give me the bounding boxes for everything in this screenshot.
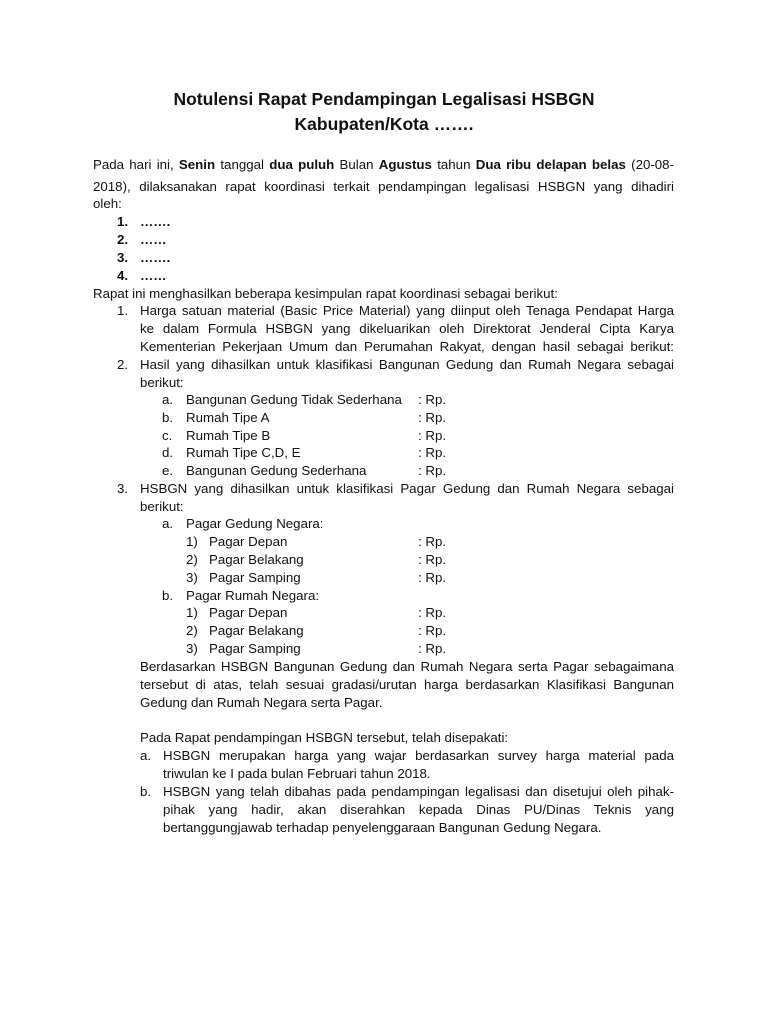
sub-item-label: Pagar Samping [209, 570, 301, 585]
sub-item-number: 3) [186, 641, 198, 656]
item-letter: d. [162, 445, 174, 460]
item-label: Rumah Tipe B [186, 428, 271, 443]
item-letter: c. [162, 428, 173, 443]
sub-item-value: : Rp. [418, 570, 447, 585]
point-2-number: 2. [117, 357, 129, 372]
attendee-number: 1. [117, 214, 129, 229]
item-letter: a. [162, 392, 174, 407]
sub-item-value: : Rp. [418, 605, 447, 620]
item-letter: b. [162, 410, 174, 425]
agreement-b-line: HSBGN yang telah dibahas pada pendampingan legalisasi dan disetujui oleh pihak- [163, 784, 674, 799]
attendee-number: 2. [117, 232, 129, 247]
document-title-line-1: Notulensi Rapat Pendampingan Legalisasi HSBGN [173, 89, 595, 109]
item-value: : Rp. [418, 392, 447, 407]
item-value: : Rp. [418, 445, 447, 460]
attendee-name: ……. [140, 214, 171, 229]
agreement-b-letter: b. [140, 784, 152, 799]
group-b-label: Pagar Rumah Negara: [186, 588, 320, 603]
sub-item-label: Pagar Belakang [209, 623, 304, 638]
sub-item-label: Pagar Depan [209, 605, 288, 620]
point-3-line: berikut: [140, 499, 184, 514]
attendee-name: …… [140, 268, 167, 283]
agreement-b-line: bertanggungjawab terhadap penyelenggaraan Bangunan Gedung Negara. [163, 820, 602, 835]
item-label: Bangunan Gedung Tidak Sederhana [186, 392, 402, 407]
conclusion-intro: Rapat ini menghasilkan beberapa kesimpulan rapat koordinasi sebagai berikut: [93, 286, 558, 301]
group-b-letter: b. [162, 588, 174, 603]
agreement-a-letter: a. [140, 748, 152, 763]
sub-item-value: : Rp. [418, 623, 447, 638]
agreement-intro: Pada Rapat pendampingan HSBGN tersebut, telah disepakati: [140, 730, 509, 745]
sub-item-label: Pagar Depan [209, 534, 288, 549]
sub-item-number: 2) [186, 623, 198, 638]
point-1-line: ke dalam Formula HSBGN yang dikeluarikan oleh Direktorat Jenderal Cipta Karya [140, 321, 674, 336]
sub-item-value: : Rp. [418, 534, 447, 549]
item-value: : Rp. [418, 463, 447, 478]
sub-item-number: 2) [186, 552, 198, 567]
sub-item-number: 1) [186, 534, 198, 549]
summary-line: Berdasarkan HSBGN Bangunan Gedung dan Rumah Negara serta Pagar sebagaimana [140, 659, 674, 674]
point-3-line: HSBGN yang dihasilkan untuk klasifikasi Pagar Gedung dan Rumah Negara sebagai [140, 481, 674, 496]
attendee-number: 3. [117, 250, 129, 265]
item-letter: e. [162, 463, 174, 478]
sub-item-value: : Rp. [418, 552, 447, 567]
sub-item-number: 1) [186, 605, 198, 620]
attendee-name: …… [140, 232, 167, 247]
point-1-line: Kementerian Pekerjaan Umum dan Perumahan Rakyat, dengan hasil sebagai berikut: [140, 339, 674, 354]
summary-line: Gedung dan Rumah Negara serta Pagar. [140, 695, 383, 710]
intro-line-2: 2018), dilaksanakan rapat koordinasi terkait pendampingan legalisasi HSBGN yang dihadiri [93, 179, 674, 194]
item-value: : Rp. [418, 410, 447, 425]
item-label: Rumah Tipe C,D, E [186, 445, 301, 460]
point-1-line: Harga satuan material (Basic Price Material) yang diinput oleh Tenaga Pendapat Harga [140, 303, 674, 318]
summary-line: tersebut di atas, telah sesuai gradasi/urutan harga berdasarkan Klasifikasi Bangunan [140, 677, 674, 692]
intro-line-3: oleh: [93, 196, 122, 211]
sub-item-label: Pagar Samping [209, 641, 301, 656]
sub-item-number: 3) [186, 570, 198, 585]
point-2-line: berikut: [140, 375, 184, 390]
attendee-number: 4. [117, 268, 129, 283]
group-a-letter: a. [162, 516, 174, 531]
intro-line-1: Pada hari ini, Senin tanggal dua puluh Bulan Agustus tahun Dua ribu delapan belas (20-08- [93, 157, 675, 172]
point-1-number: 1. [117, 303, 129, 318]
agreement-b-line: pihak yang hadir, akan diserahkan kepada Dinas PU/Dinas Teknis yang [163, 802, 674, 817]
sub-item-value: : Rp. [418, 641, 447, 656]
item-value: : Rp. [418, 428, 447, 443]
item-label: Bangunan Gedung Sederhana [186, 463, 367, 478]
item-label: Rumah Tipe A [186, 410, 270, 425]
point-2-line: Hasil yang dihasilkan untuk klasifikasi Bangunan Gedung dan Rumah Negara sebagai [140, 357, 674, 372]
attendee-name: ……. [140, 250, 171, 265]
agreement-a-line: triwulan ke I pada bulan Februari tahun 2018. [163, 766, 431, 781]
sub-item-label: Pagar Belakang [209, 552, 304, 567]
point-3-number: 3. [117, 481, 129, 496]
group-a-label: Pagar Gedung Negara: [186, 516, 324, 531]
agreement-a-line: HSBGN merupakan harga yang wajar berdasarkan survey harga material pada [163, 748, 674, 763]
document-title-line-2: Kabupaten/Kota ……. [294, 114, 474, 134]
